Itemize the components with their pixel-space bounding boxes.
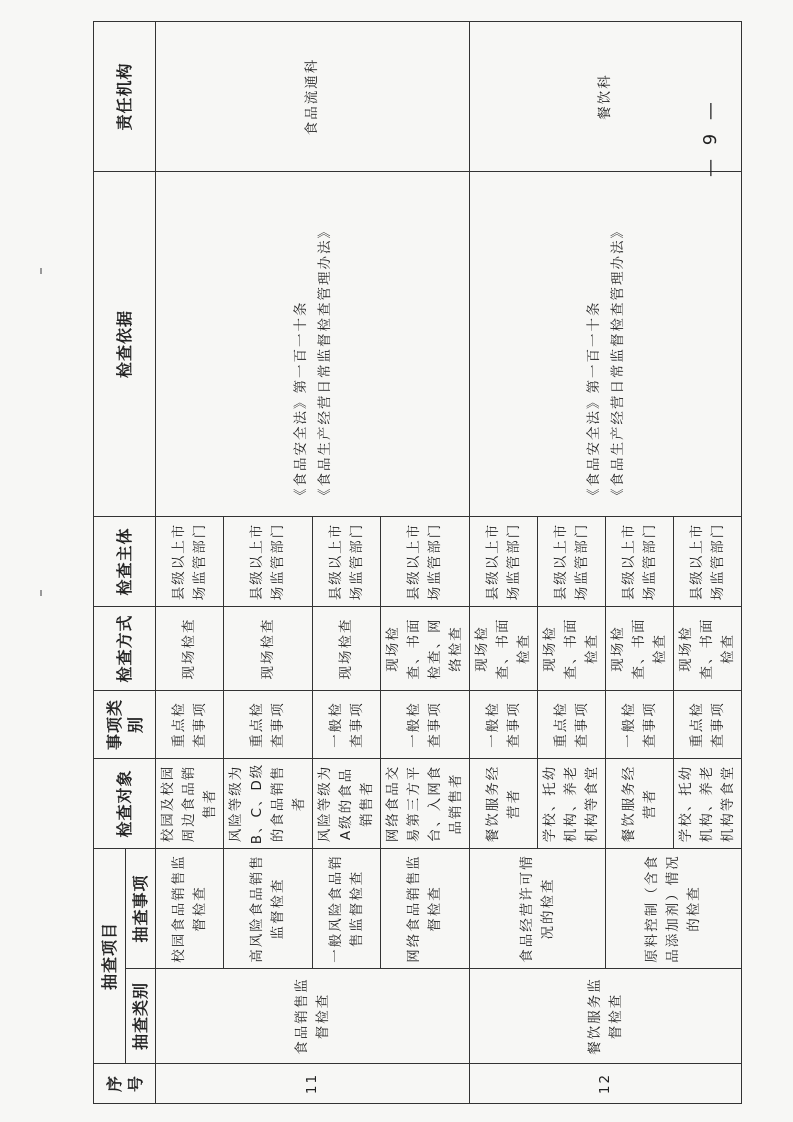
responsible-cell: 食品流通科: [156, 21, 470, 171]
header-category: 抽查类别: [126, 969, 156, 1064]
basis-line-2: 《食品生产经营日常监督检查管理办法》: [609, 222, 626, 502]
type-cell: 重点检查事项: [538, 690, 606, 758]
type-cell: 一般检查事项: [606, 690, 674, 758]
header-responsible: 责任机构: [94, 21, 156, 171]
header-basis: 检查依据: [94, 171, 156, 516]
method-cell: 现场检查、书面检查: [538, 606, 606, 690]
seq-cell: 11: [156, 1064, 470, 1104]
category-cell: 食品销售监督检查: [156, 969, 470, 1064]
type-cell: 重点检查事项: [156, 690, 224, 758]
item-cell: 一般风险食品销售监督检查: [313, 848, 381, 968]
header-method: 检查方式: [94, 606, 156, 690]
target-cell: 餐饮服务经营者: [470, 758, 538, 848]
method-cell: 现场检查: [156, 606, 224, 690]
item-cell: 原料控制（含食品添加剂）情况的检查: [606, 848, 742, 968]
target-cell: 风险等级为B、C、D级的食品销售者: [224, 758, 313, 848]
scan-mark: [40, 268, 42, 274]
table-row: [470, 21, 538, 1103]
method-cell: 现场检查、书面检查: [606, 606, 674, 690]
type-cell: 重点检查事项: [674, 690, 742, 758]
basis-line-1: 《食品安全法》第一百一十条: [585, 300, 602, 502]
header-subject: 检查主体: [94, 516, 156, 606]
type-cell: 一般检查事项: [381, 690, 470, 758]
type-cell: 重点检查事项: [224, 690, 313, 758]
target-cell: 校园及校园周边食品销售者: [156, 758, 224, 848]
inspection-table-rotated: [93, 22, 736, 1104]
type-cell: 一般检查事项: [470, 690, 538, 758]
header-row-1: [94, 21, 126, 1103]
subject-cell: 县级以上市场监管部门: [156, 516, 224, 606]
method-cell: 现场检查: [224, 606, 313, 690]
target-cell: 风险等级为A级的食品销售者: [313, 758, 381, 848]
method-cell: 现场检查、书面检查、网络检查: [381, 606, 470, 690]
header-item-group: 抽查项目: [94, 848, 126, 1063]
target-cell: 学校、托幼机构、养老机构等食堂: [674, 758, 742, 848]
item-cell: 网络食品销售监督检查: [381, 848, 470, 968]
header-seq: 序号: [94, 1064, 156, 1104]
seq-cell: 12: [470, 1064, 742, 1104]
item-cell: 高风险食品销售监督检查: [224, 848, 313, 968]
header-type: 事项类别: [94, 690, 156, 758]
basis-cell: [470, 171, 742, 516]
subject-cell: 县级以上市场监管部门: [313, 516, 381, 606]
item-cell: 校园食品销售监督检查: [156, 848, 224, 968]
method-cell: 现场检查、书面检查: [674, 606, 742, 690]
header-target: 检查对象: [94, 758, 156, 848]
method-cell: 现场检查、书面检查: [470, 606, 538, 690]
target-cell: 餐饮服务经营者: [606, 758, 674, 848]
basis-cell: [156, 171, 470, 516]
basis-line-1: 《食品安全法》第一百一十条: [292, 300, 309, 502]
scan-mark: [40, 590, 42, 596]
target-cell: 学校、托幼机构、养老机构等食堂: [538, 758, 606, 848]
subject-cell: 县级以上市场监管部门: [674, 516, 742, 606]
type-cell: 一般检查事项: [313, 690, 381, 758]
subject-cell: 县级以上市场监管部门: [538, 516, 606, 606]
subject-cell: 县级以上市场监管部门: [606, 516, 674, 606]
subject-cell: 县级以上市场监管部门: [224, 516, 313, 606]
subject-cell: 县级以上市场监管部门: [470, 516, 538, 606]
responsible-cell: 餐饮科: [470, 21, 742, 171]
basis-line-2: 《食品生产经营日常监督检查管理办法》: [316, 222, 333, 502]
header-item: 抽查事项: [126, 848, 156, 968]
target-cell: 网络食品交易第三方平台、入网食品销售者: [381, 758, 470, 848]
method-cell: 现场检查: [313, 606, 381, 690]
subject-cell: 县级以上市场监管部门: [381, 516, 470, 606]
page-number: — 9 —: [700, 98, 721, 178]
category-cell: 餐饮服务监督检查: [470, 969, 742, 1064]
table-row: [156, 21, 224, 1103]
inspection-table: [93, 21, 742, 1104]
item-cell: 食品经营许可情况的检查: [470, 848, 606, 968]
